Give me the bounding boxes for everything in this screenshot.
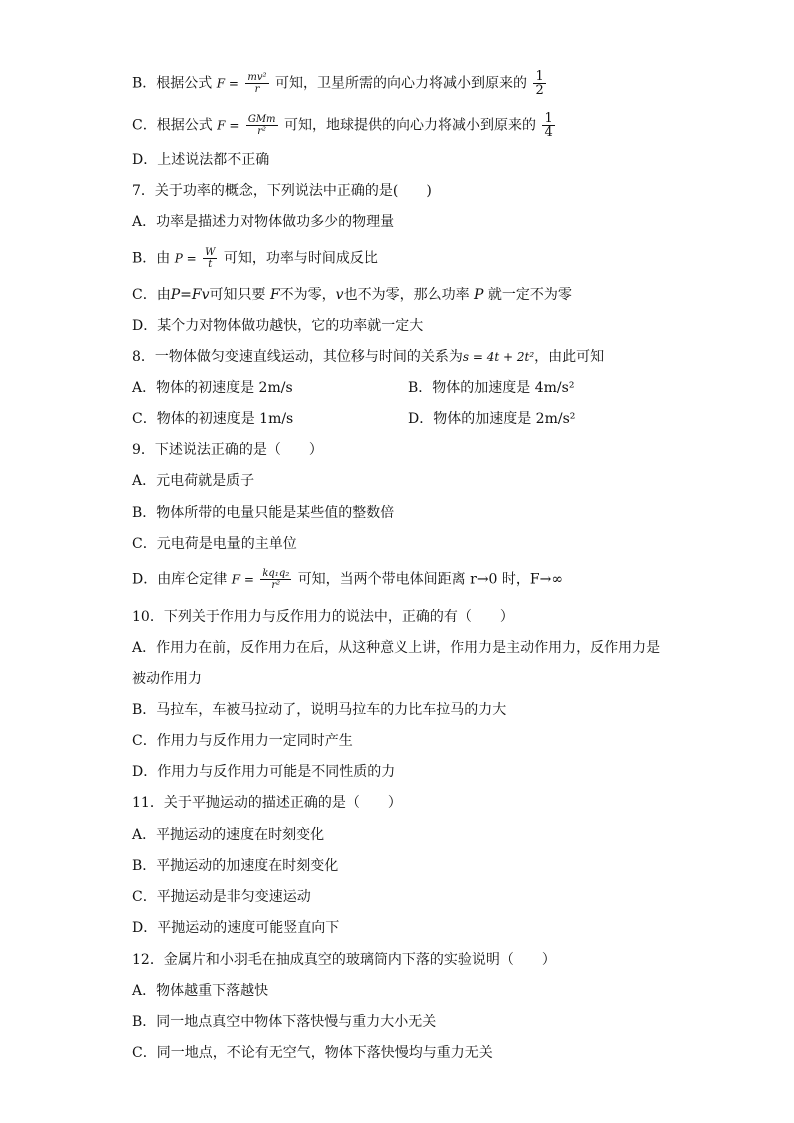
- q12-option-b: B．同一地点真空中物体下落快慢与重力大小无关: [132, 1014, 437, 1030]
- q6-option-b: B．根据公式 F = $\frac{\text{mv²}}{r}$ 可知，卫星所需的向心力将减小到原来的 $\frac{1}{2}$: [132, 69, 544, 98]
- formula-lhs: F =: [217, 118, 240, 133]
- q7-option-b: B．由 P = $\frac{W}{t}$ 可知，功率与时间成反比: [132, 247, 378, 270]
- formula-fraction: $\frac{W}{t}$: [205, 247, 216, 270]
- q10-option-d: D．作用力与反作用力可能是不同性质的力: [132, 764, 396, 780]
- q7-option-a: A．功率是描述力对物体做功多少的物理量: [132, 214, 395, 230]
- q12-stem: 12．金属片和小羽毛在抽成真空的玻璃筒内下落的实验说明（ ）: [132, 952, 556, 968]
- q7-stem: 7．关于功率的概念，下列说法中正确的是( ): [132, 183, 432, 199]
- q9-option-b: B．物体所带的电量只能是某些值的整数倍: [132, 505, 395, 521]
- q11-option-d: D．平抛运动的速度可能竖直向下: [132, 920, 340, 936]
- q11-option-a: A．平抛运动的速度在时刻变化: [132, 827, 325, 843]
- q12-option-a: A．物体越重下落越快: [132, 983, 269, 999]
- q8-stem: 8．一物体做匀变速直线运动，其位移与时间的关系为s = 4t + 2t²，由此可知: [132, 349, 605, 365]
- q9-option-c: C．元电荷是电量的主单位: [132, 536, 297, 552]
- formula-fraction: $\frac{\text{kq₁q₂}}{\text{r²}}$: [262, 568, 290, 591]
- q11-option-b: B．平抛运动的加速度在时刻变化: [132, 858, 339, 874]
- q6-option-c: C．根据公式 F = $\frac{\text{GMm}}{\text{r²}}$ 可知，地球提供的向心力将减小到原来的 $\frac{1}{4}$: [132, 111, 553, 140]
- q10-option-c: C．作用力与反作用力一定同时产生: [132, 733, 353, 749]
- formula-lhs: P =: [174, 251, 197, 266]
- q11-stem: 11．关于平抛运动的描述正确的是（ ）: [132, 795, 402, 811]
- q10-option-b: B．马拉车，车被马拉动了，说明马拉车的力比车拉马的力大: [132, 702, 507, 718]
- q10-stem: 10．下列关于作用力与反作用力的说法中，正确的有（ ）: [132, 609, 514, 625]
- q12-option-c: C．同一地点，不论有无空气，物体下落快慢均与重力无关: [132, 1045, 493, 1061]
- formula-fraction: $\frac{\text{mv²}}{r}$: [247, 72, 267, 95]
- fraction-one-quarter: $\frac{1}{4}$: [544, 111, 553, 140]
- displacement-formula: s = 4t + 2t²: [462, 350, 535, 364]
- q9-option-a: A．元电荷就是质子: [132, 473, 255, 489]
- q8-options-row-2: [132, 409, 692, 429]
- q6-option-d: D．上述说法都不正确: [132, 152, 270, 168]
- q11-option-c: C．平抛运动是非匀变速运动: [132, 889, 311, 905]
- q8-option-b: B．物体的加速度是 4m/s²: [408, 380, 575, 396]
- fraction-one-half: $\frac{1}{2}$: [535, 69, 544, 98]
- formula-lhs: F =: [231, 572, 254, 587]
- q8-option-d: D．物体的加速度是 2m/s²: [408, 411, 576, 427]
- formula-lhs: F =: [216, 76, 239, 91]
- q8-option-a: A．物体的初速度是 2m/s: [132, 380, 293, 396]
- q7-option-c: C．由P=Fv可知只要 F不为零，v也不为零，那么功率 P 就一定不为零: [132, 287, 572, 303]
- q10-option-a-line-1: A．作用力在前，反作用力在后，从这种意义上讲，作用力是主动作用力，反作用力是: [132, 640, 661, 656]
- q10-option-a-line-2: 被动作用力: [132, 671, 202, 687]
- q9-option-d: D．由库仑定律 F = $\frac{\text{kq₁q₂}}{\text{r²}}$ 可知，当两个带电体间距离 r→0 时，F→∞: [132, 568, 564, 591]
- q8-options-row-1: [132, 378, 692, 398]
- q8-option-c: C．物体的初速度是 1m/s: [132, 411, 294, 427]
- q9-stem: 9．下述说法正确的是（ ）: [132, 442, 323, 458]
- formula-fraction: $\frac{\text{GMm}}{\text{r²}}$: [247, 114, 276, 137]
- q7-option-d: D．某个力对物体做功越快，它的功率就一定大: [132, 318, 424, 334]
